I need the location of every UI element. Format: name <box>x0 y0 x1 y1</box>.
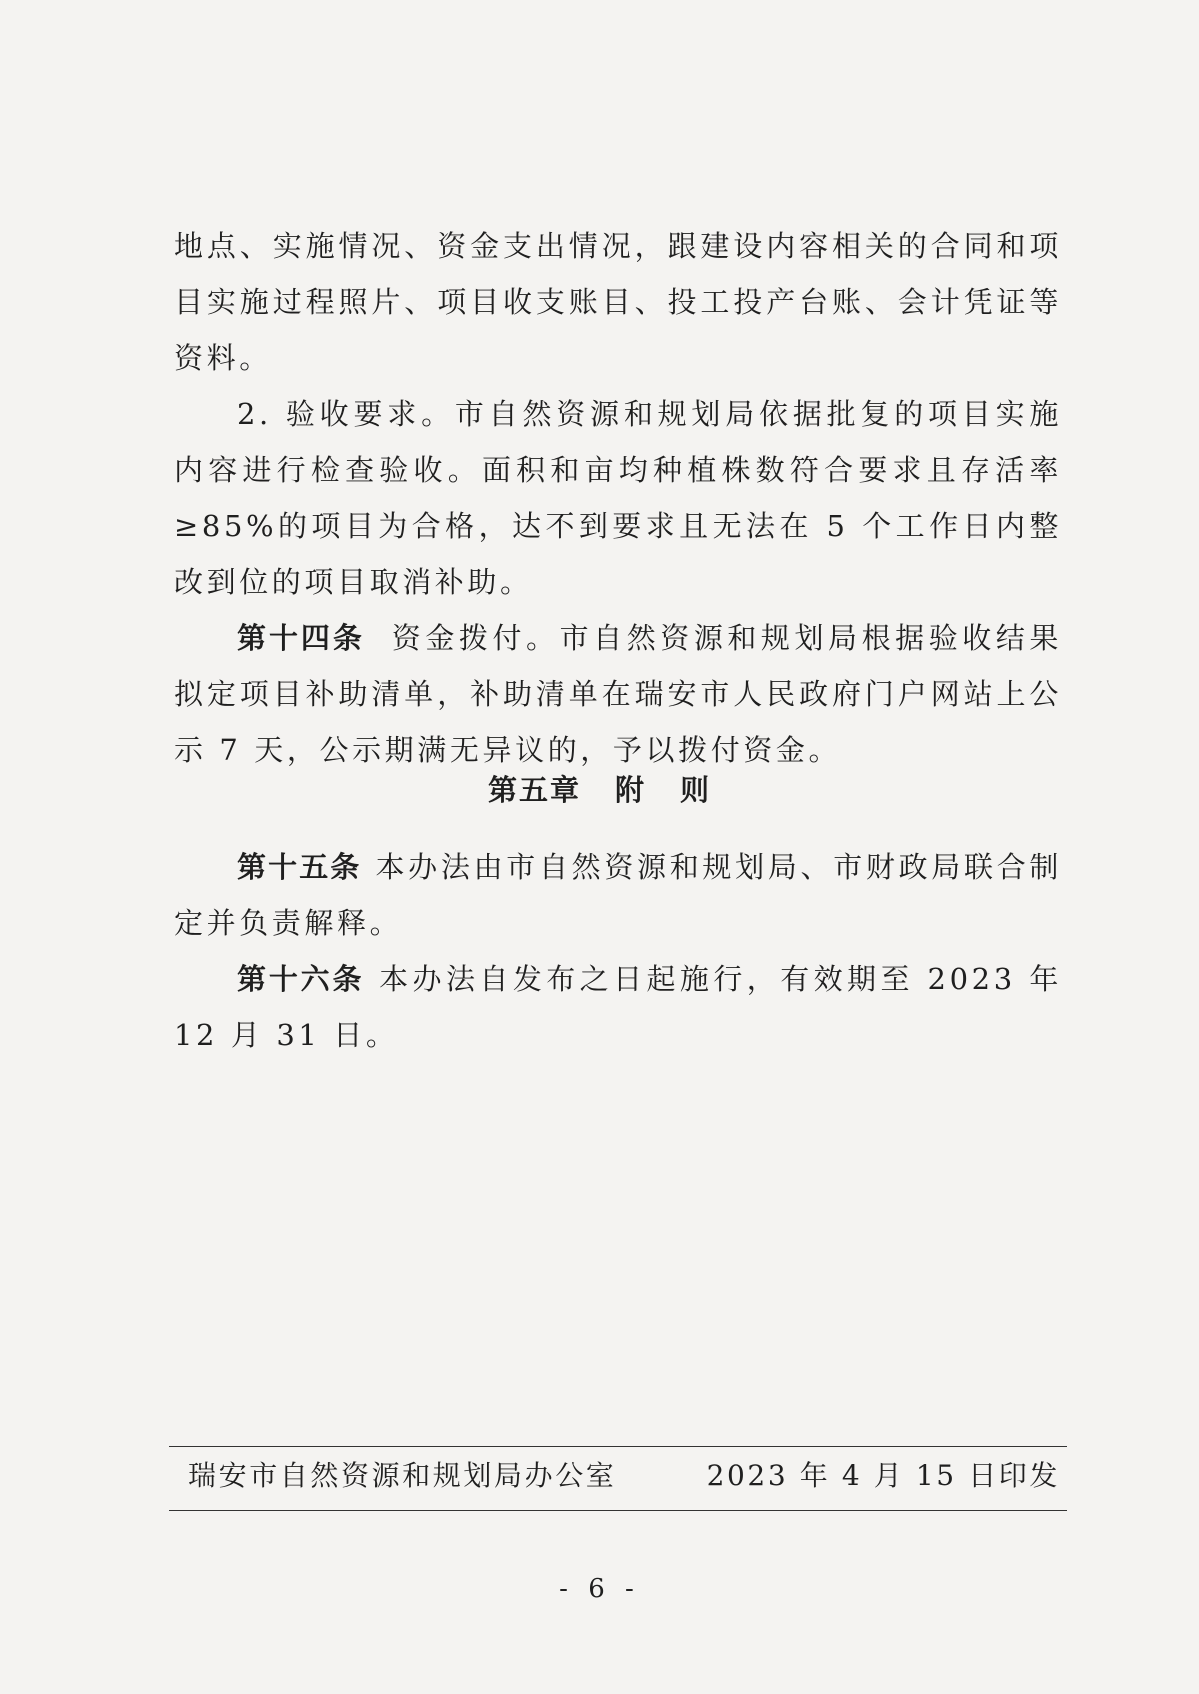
chapter-title-char-1: 附 <box>614 773 646 807</box>
article-14-label: 第十四条 <box>237 621 365 655</box>
article-16-text: 本办法自发布之日起施行，有效期至 2023 年 12 月 31 日。 <box>174 962 1062 1052</box>
chapter-title-char-2: 则 <box>680 773 712 807</box>
paragraph-article-15 <box>174 839 1062 951</box>
footer-issue-date: 2023 年 4 月 15 日印发 <box>706 1459 1060 1492</box>
body-section-upper <box>174 218 1062 778</box>
footer-issuer: 瑞安市自然资源和规划局办公室 <box>188 1459 617 1492</box>
page-number: - 6 - <box>559 1574 640 1604</box>
paragraph-acceptance-requirements: 2. 验收要求。市自然资源和规划局依据批复的项目实施内容进行检查验收。面积和亩均种植株数符合要求且存活率≥85%的项目为合格，达不到要求且无法在 5 个工作日内整改到位的项目取消补助。 <box>174 397 1062 599</box>
body-section-lower <box>174 839 1062 1063</box>
paragraph-article-16 <box>174 951 1062 1063</box>
footer-bottom-rule <box>169 1510 1067 1511</box>
footer-issuance-line <box>188 1454 1060 1494</box>
article-15-label: 第十五条 <box>237 850 362 884</box>
article-15-text: 本办法由市自然资源和规划局、市财政局联合制定并负责解释。 <box>174 850 1062 940</box>
article-14-text: 资金拨付。市自然资源和规划局根据验收结果拟定项目补助清单，补助清单在瑞安市人民政府门户网站上公示 7 天，公示期满无异议的，予以拨付资金。 <box>174 621 1062 767</box>
article-16-label: 第十六条 <box>237 962 365 996</box>
paragraph-article-14 <box>174 610 1062 778</box>
chapter-number: 第五章 <box>487 773 581 807</box>
footer-top-rule <box>169 1446 1067 1447</box>
paragraph-materials: 地点、实施情况、资金支出情况，跟建设内容相关的合同和项目实施过程照片、项目收支账目、投工投产台账、会计凭证等资料。 <box>174 229 1062 375</box>
chapter-heading <box>0 768 1199 809</box>
